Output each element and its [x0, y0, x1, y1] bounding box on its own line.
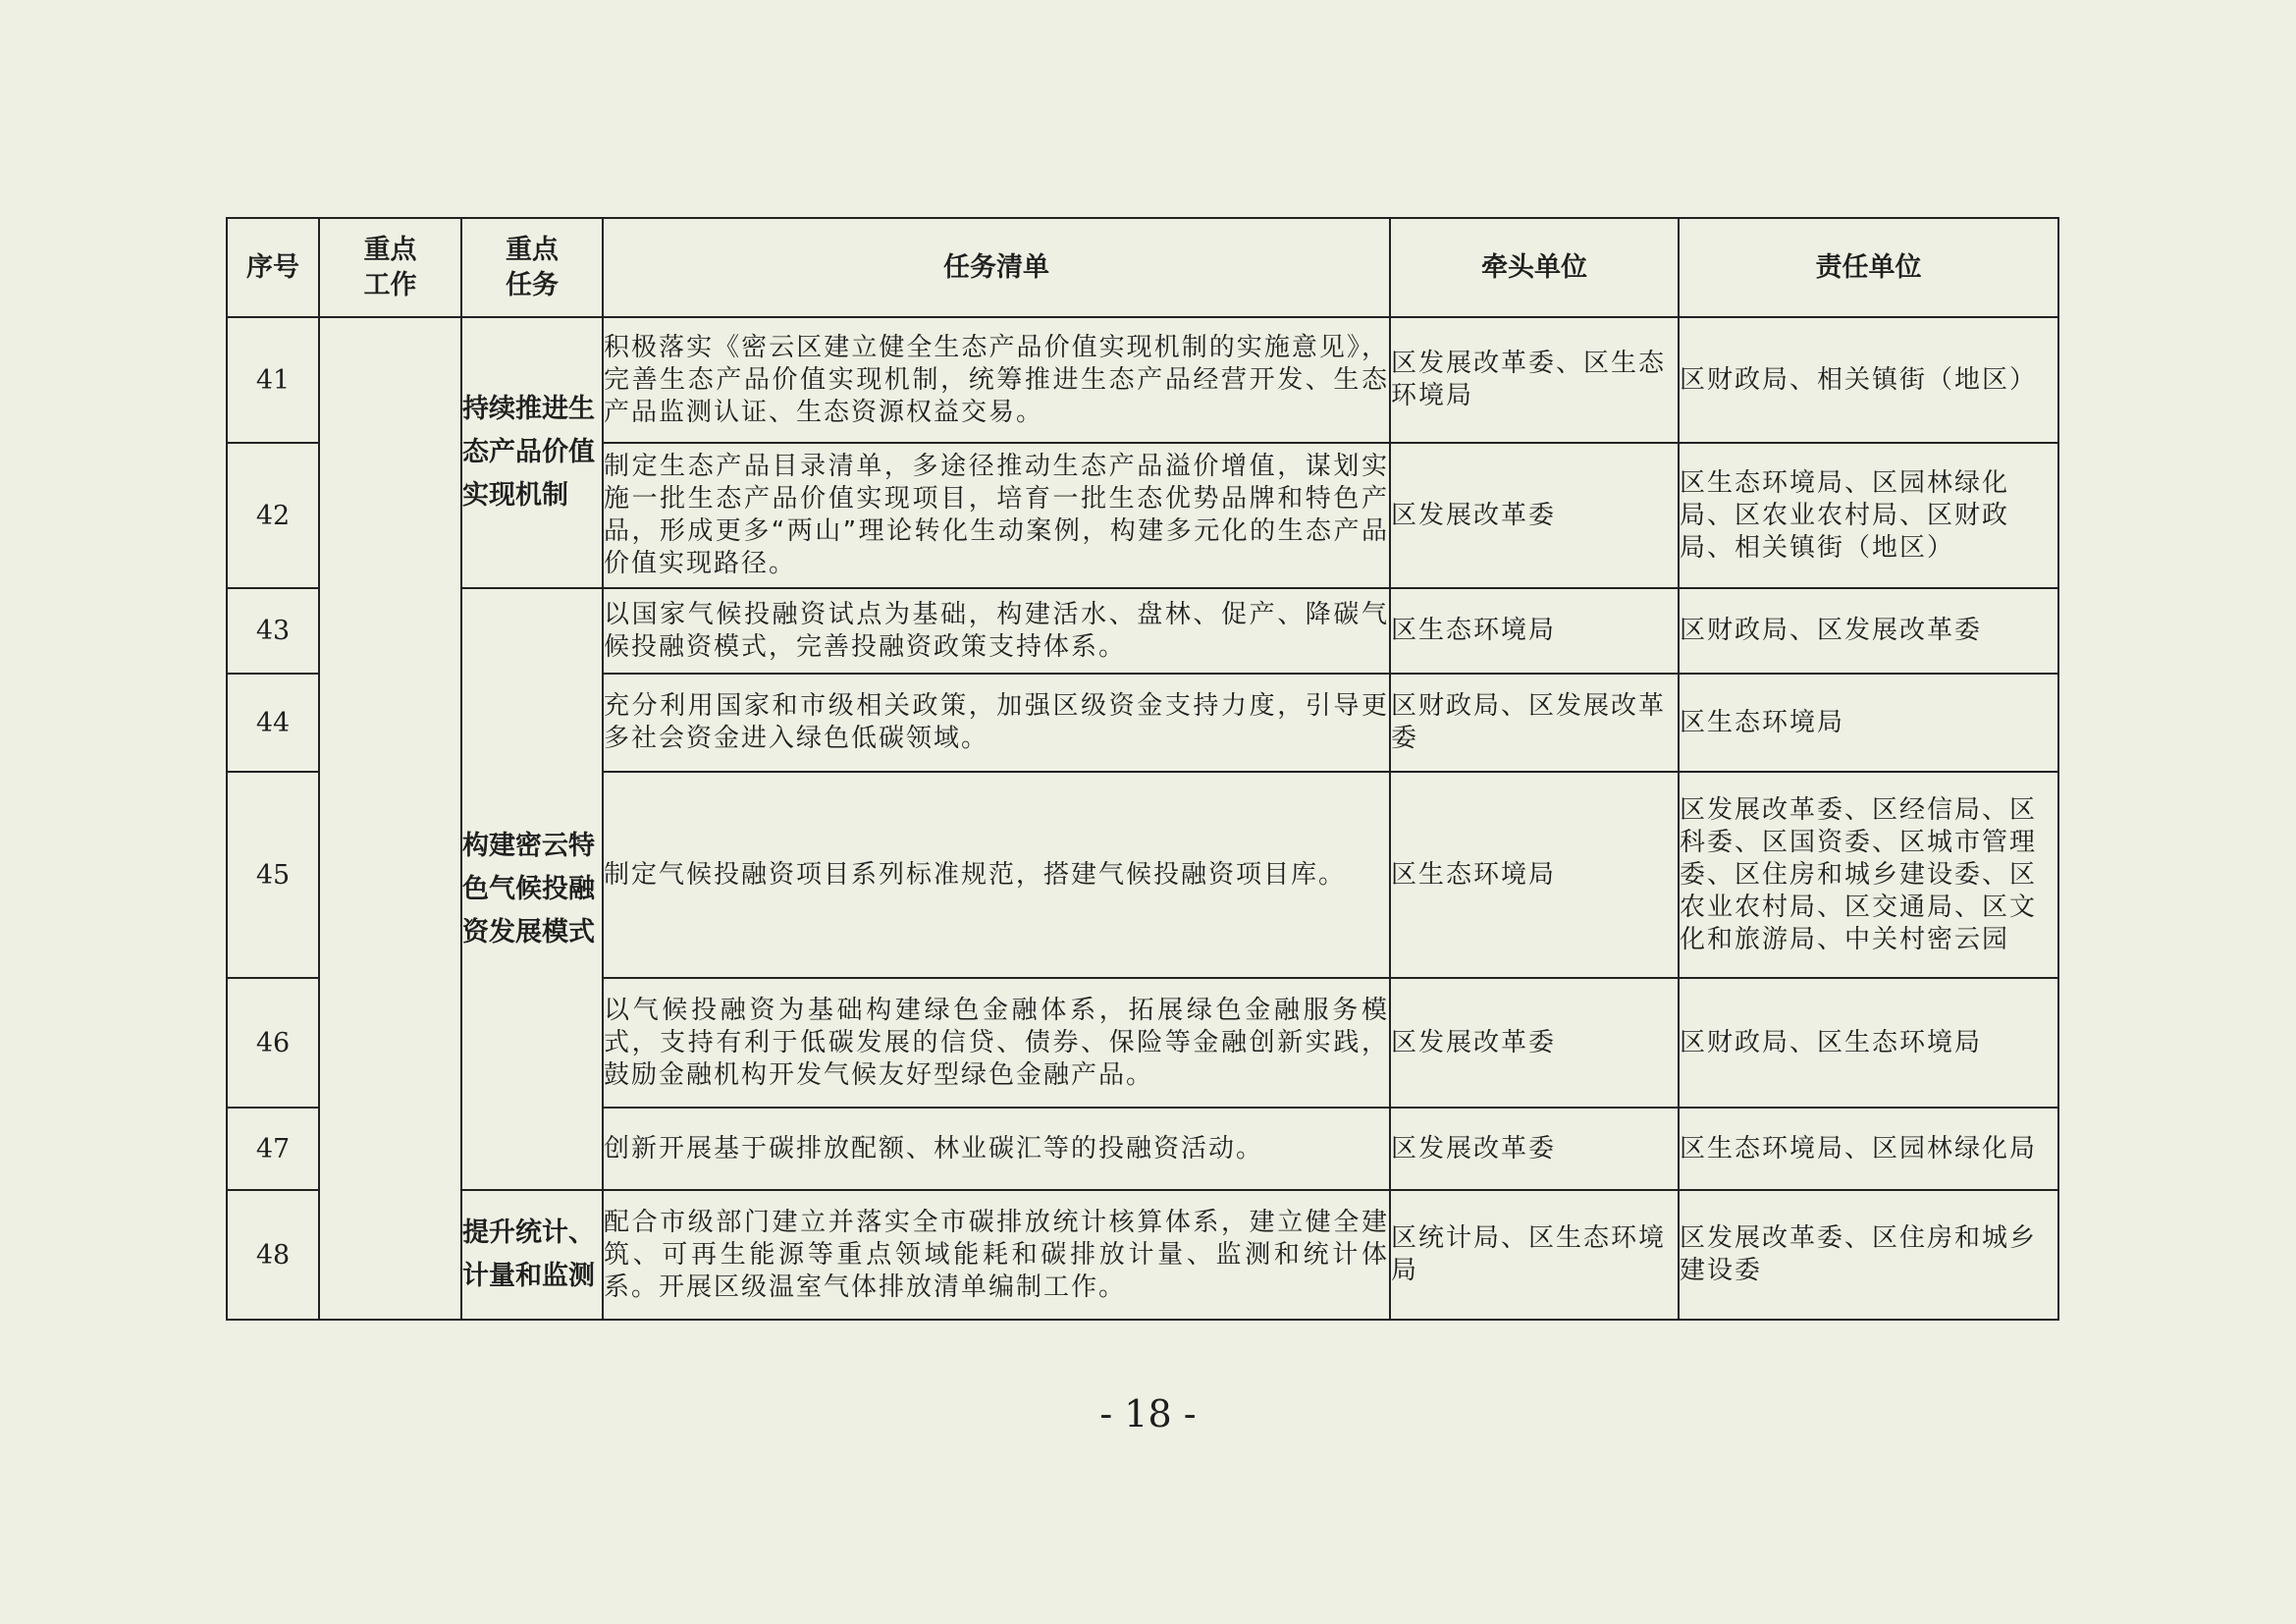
key-task-group: 构建密云特色气候投融资发展模式 [461, 588, 603, 1190]
responsible-unit: 区财政局、相关镇街（地区） [1679, 317, 2058, 443]
header-key-task: 重点 任务 [461, 218, 603, 317]
task-description: 积极落实《密云区建立健全生态产品价值实现机制的实施意见》，完善生态产品价值实现机制，统筹推进生态产品经营开发、生态产品监测认证、生态资源权益交易。 [603, 317, 1390, 443]
page-number: - 18 - [1099, 1392, 1197, 1435]
lead-unit: 区生态环境局 [1390, 772, 1679, 978]
row-number: 42 [227, 443, 319, 588]
lead-unit: 区统计局、区生态环境局 [1390, 1190, 1679, 1320]
responsible-unit: 区财政局、区发展改革委 [1679, 588, 2058, 674]
task-description: 以国家气候投融资试点为基础，构建活水、盘林、促产、降碳气候投融资模式，完善投融资政策支持体系。 [603, 588, 1390, 674]
header-task-list: 任务清单 [603, 218, 1390, 317]
lead-unit: 区发展改革委 [1390, 1108, 1679, 1190]
header-serial-number: 序号 [227, 218, 319, 317]
row-number: 47 [227, 1108, 319, 1190]
row-number: 41 [227, 317, 319, 443]
task-description: 充分利用国家和市级相关政策，加强区级资金支持力度，引导更多社会资金进入绿色低碳领域。 [603, 674, 1390, 772]
task-description: 制定气候投融资项目系列标准规范，搭建气候投融资项目库。 [603, 772, 1390, 978]
row-number: 45 [227, 772, 319, 978]
lead-unit: 区发展改革委 [1390, 443, 1679, 588]
responsible-unit: 区生态环境局 [1679, 674, 2058, 772]
key-task-group: 持续推进生态产品价值实现机制 [461, 317, 603, 588]
table-row [227, 317, 2058, 443]
row-number: 46 [227, 978, 319, 1108]
responsible-unit: 区生态环境局、区园林绿化局、区农业农村局、区财政局、相关镇街（地区） [1679, 443, 2058, 588]
row-number: 48 [227, 1190, 319, 1320]
table-header-row [227, 218, 2058, 317]
responsible-unit: 区财政局、区生态环境局 [1679, 978, 2058, 1108]
responsible-unit: 区发展改革委、区住房和城乡建设委 [1679, 1190, 2058, 1320]
header-lead-unit: 牵头单位 [1390, 218, 1679, 317]
row-number: 44 [227, 674, 319, 772]
table-row [227, 1190, 2058, 1320]
table-row [227, 588, 2058, 674]
task-description: 以气候投融资为基础构建绿色金融体系，拓展绿色金融服务模式，支持有利于低碳发展的信贷、债券、保险等金融创新实践，鼓励金融机构开发气候友好型绿色金融产品。 [603, 978, 1390, 1108]
task-description: 创新开展基于碳排放配额、林业碳汇等的投融资活动。 [603, 1108, 1390, 1190]
responsible-unit: 区发展改革委、区经信局、区科委、区国资委、区城市管理委、区住房和城乡建设委、区农业农村局、区交通局、区文化和旅游局、中关村密云园 [1679, 772, 2058, 978]
row-number: 43 [227, 588, 319, 674]
lead-unit: 区发展改革委 [1390, 978, 1679, 1108]
task-table [226, 217, 2059, 1321]
lead-unit: 区发展改革委、区生态环境局 [1390, 317, 1679, 443]
key-task-group: 提升统计、计量和监测 [461, 1190, 603, 1320]
key-work-cell [319, 317, 461, 1320]
task-description: 制定生态产品目录清单，多途径推动生态产品溢价增值，谋划实施一批生态产品价值实现项目，培育一批生态优势品牌和特色产品，形成更多“两山”理论转化生动案例，构建多元化的生态产品价值实现路径。 [603, 443, 1390, 588]
lead-unit: 区财政局、区发展改革委 [1390, 674, 1679, 772]
header-responsible-unit: 责任单位 [1679, 218, 2058, 317]
lead-unit: 区生态环境局 [1390, 588, 1679, 674]
header-key-work: 重点 工作 [319, 218, 461, 317]
task-description: 配合市级部门建立并落实全市碳排放统计核算体系，建立健全建筑、可再生能源等重点领域能耗和碳排放计量、监测和统计体系。开展区级温室气体排放清单编制工作。 [603, 1190, 1390, 1320]
responsible-unit: 区生态环境局、区园林绿化局 [1679, 1108, 2058, 1190]
